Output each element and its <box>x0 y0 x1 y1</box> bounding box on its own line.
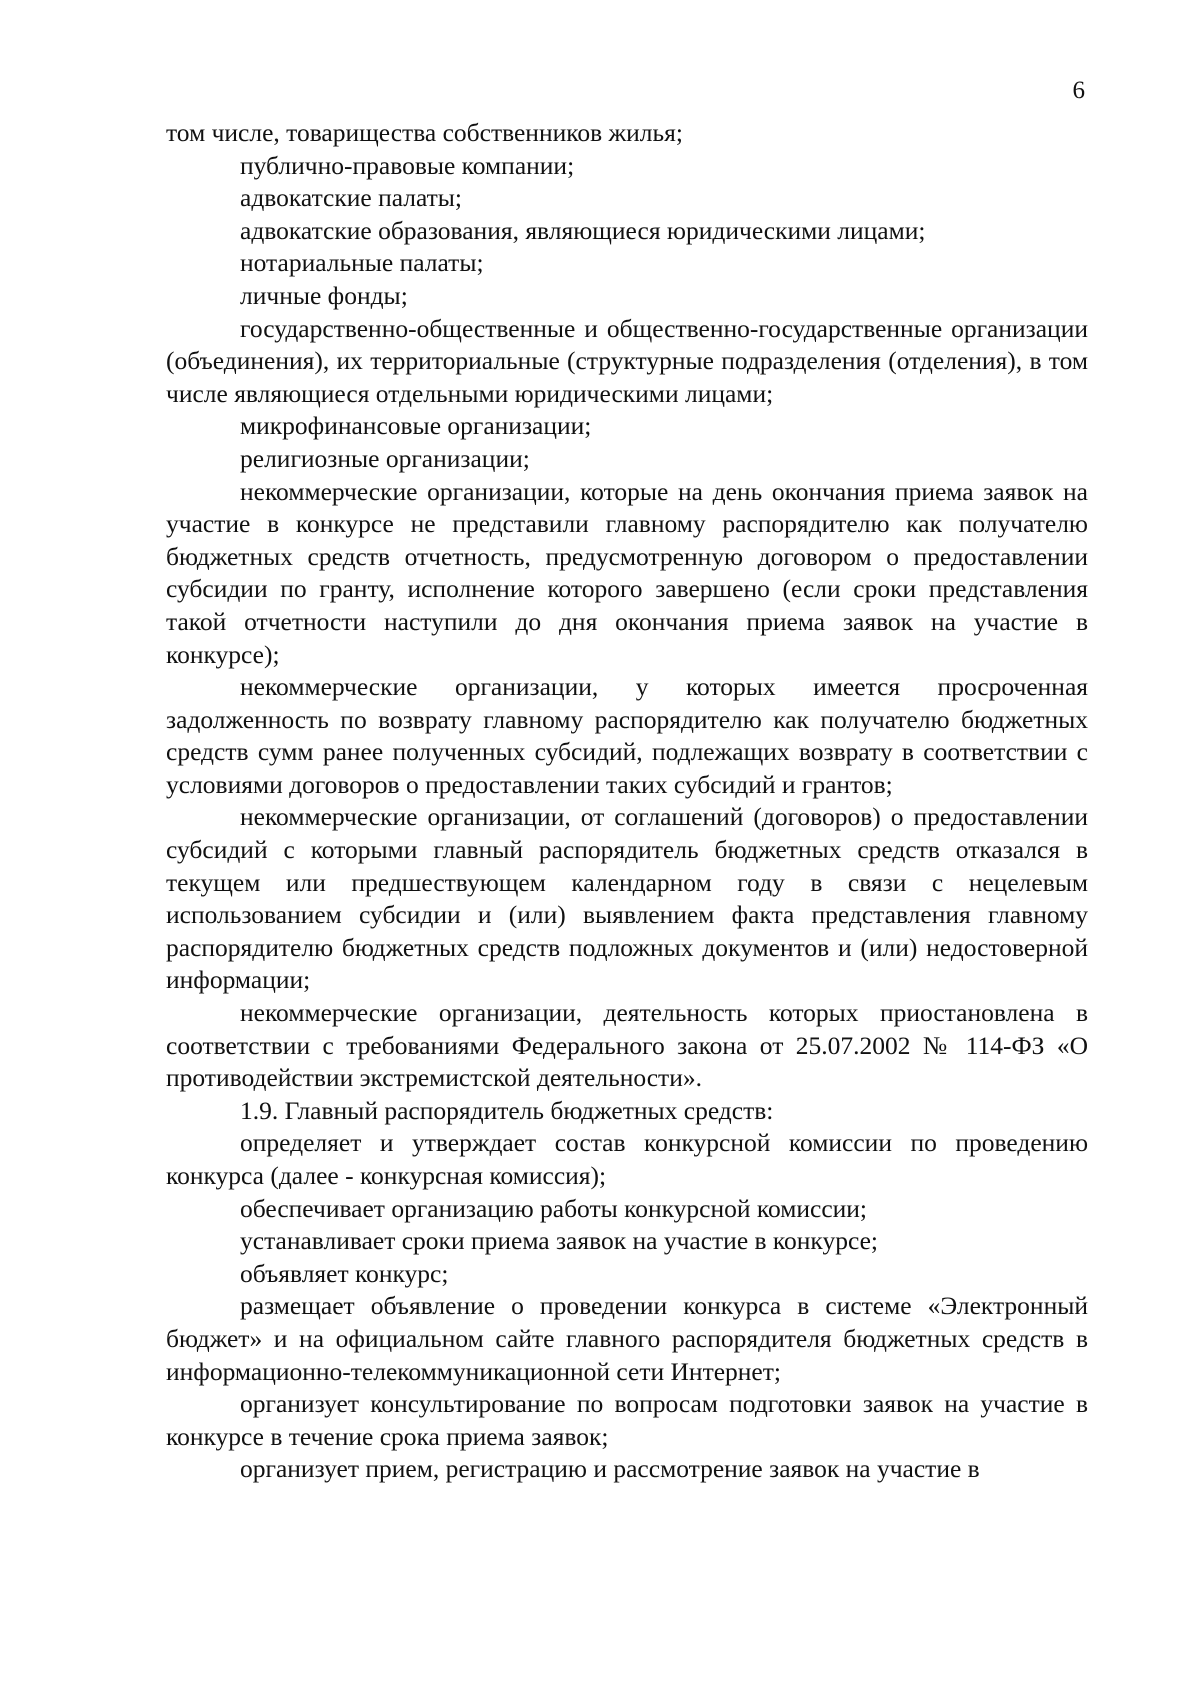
paragraph: некоммерческие организации, от соглашений (договоров) о предоставлении субсидий с которыми главный распорядитель бюджетных средств отказался в текущем или предшествующем календарном году в связи с нецелевым использованием субсидии и (или) выявлением факта представления главному распорядителю бюджетных средств подложных документов и (или) недостоверной информации; <box>166 802 1088 995</box>
paragraph: некоммерческие организации, которые на день окончания приема заявок на участие в конкурсе не представили главному распорядителю как получателю бюджетных средств отчетность, предусмотренную договором о предоставлении субсидии по гранту, исполнение которого завершено (если сроки представления такой отчетности наступили до дня окончания приема заявок на участие в конкурсе); <box>166 476 1088 669</box>
paragraph: публично-правовые компании; <box>240 150 575 180</box>
paragraph: объявляет конкурс; <box>240 1258 449 1288</box>
paragraph: размещает объявление о проведении конкурса в системе «Электронный бюджет» и на официальном сайте главного распорядителя бюджетных средств в информационно-телекоммуникационной сети Интернет; <box>166 1291 1088 1386</box>
paragraph: организует прием, регистрацию и рассмотрение заявок на участие в <box>240 1454 980 1484</box>
paragraph: некоммерческие организации, у которых имеется просроченная задолженность по возврату главному распорядителю как получателю бюджетных средств сумм ранее полученных субсидий, подлежащих возврату в соответствии с условиями договоров о предоставлении таких субсидий и грантов; <box>166 672 1088 799</box>
paragraph: определяет и утверждает состав конкурсной комиссии по проведению конкурса (далее - конкурсная комиссия); <box>166 1128 1088 1190</box>
paragraph: нотариальные палаты; <box>240 248 484 278</box>
paragraph: обеспечивает организацию работы конкурсной комиссии; <box>240 1193 868 1223</box>
document-body <box>166 117 1088 1486</box>
paragraph: личные фонды; <box>240 280 408 310</box>
paragraph: адвокатские палаты; <box>240 183 463 213</box>
paragraph: государственно-общественные и общественно-государственные организации (объединения), их территориальные (структурные подразделения (отделения), в том числе являющиеся отдельными юридическими лицами; <box>166 313 1088 408</box>
page-number: 6 <box>1072 77 1085 104</box>
paragraph: устанавливает сроки приема заявок на участие в конкурсе; <box>240 1226 878 1256</box>
paragraph: адвокатские образования, являющиеся юридическими лицами; <box>240 215 926 245</box>
paragraph: том числе, товарищества собственников жилья; <box>166 118 683 147</box>
paragraph: микрофинансовые организации; <box>240 411 592 441</box>
paragraph: религиозные организации; <box>240 443 530 473</box>
paragraph: некоммерческие организации, деятельность которых приостановлена в соответствии с требованиями Федерального закона от 25.07.2002 № 114-ФЗ «О противодействии экстремистской деятельности». <box>166 998 1088 1093</box>
paragraph: организует консультирование по вопросам подготовки заявок на участие в конкурсе в течение срока приема заявок; <box>166 1389 1088 1451</box>
section-heading: 1.9. Главный распорядитель бюджетных средств: <box>240 1095 774 1125</box>
